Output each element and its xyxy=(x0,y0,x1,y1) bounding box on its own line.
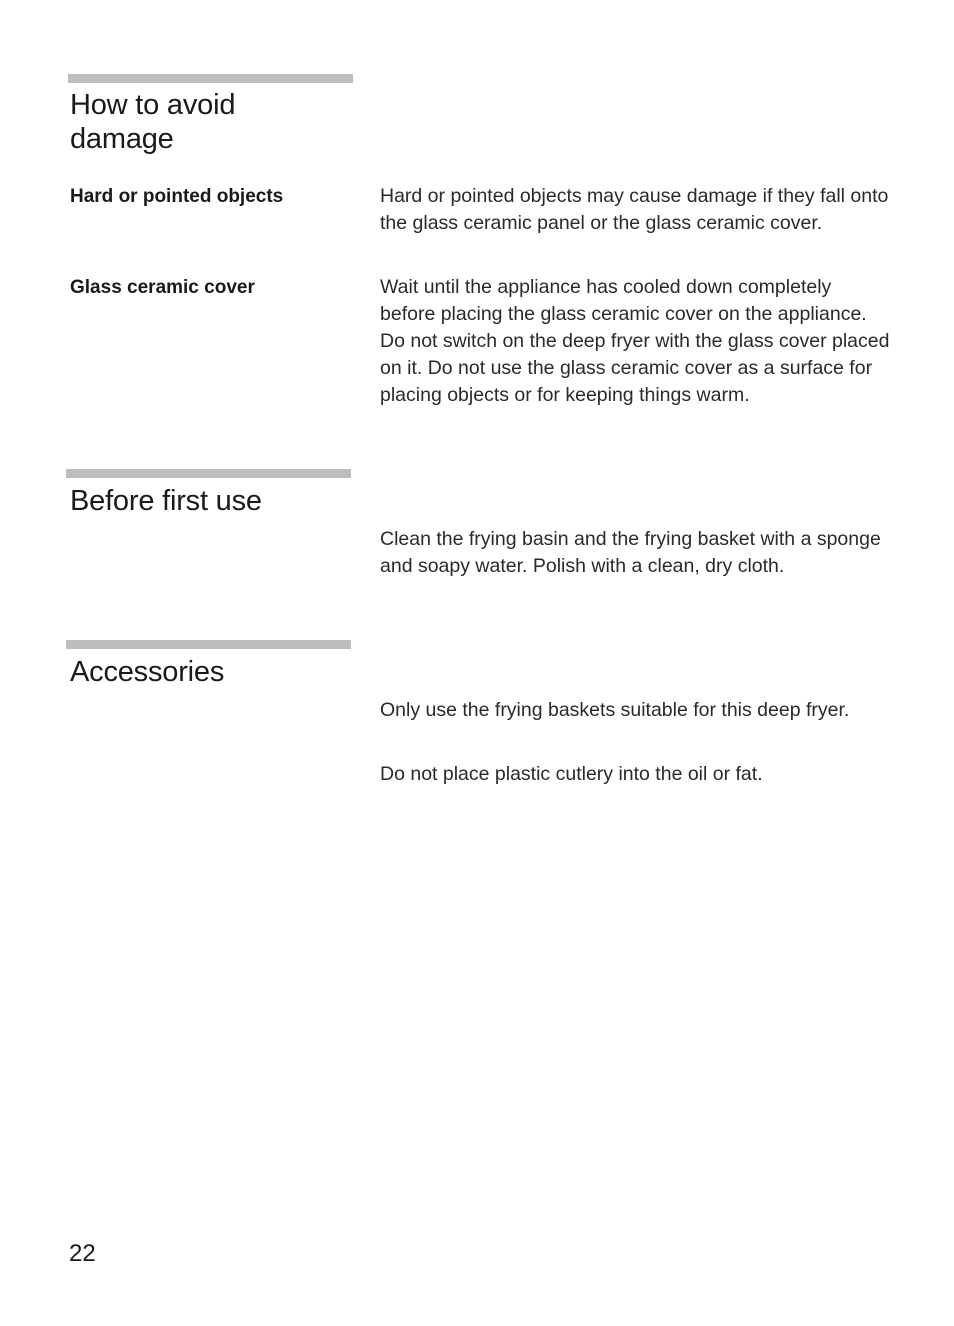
heading-line-1: How to avoid xyxy=(70,89,236,121)
section-rule-first-use xyxy=(66,469,351,478)
label-glass-ceramic-cover: Glass ceramic cover xyxy=(70,277,255,298)
text-before-first-use: Clean the frying basin and the frying basket with a sponge and soapy water. Polish with a clean, dry cloth. xyxy=(380,528,881,577)
label-hard-objects: Hard or pointed objects xyxy=(70,186,284,207)
heading-before-first-use: Before first use xyxy=(70,485,262,517)
text-hard-objects: Hard or pointed objects may cause damage if they fall onto the glass ceramic panel or the glass ceramic cover. xyxy=(380,185,889,234)
section-rule-damage xyxy=(68,74,353,83)
text-accessories-2: Do not place plastic cutlery into the oil or fat. xyxy=(380,763,763,785)
heading-how-to-avoid-damage xyxy=(70,88,235,156)
text-accessories-1: Only use the frying baskets suitable for this deep fryer. xyxy=(380,699,850,721)
heading-accessories: Accessories xyxy=(70,656,225,688)
page-number: 22 xyxy=(69,1240,96,1267)
heading-line-2: damage xyxy=(70,123,174,155)
text-glass-ceramic-cover: Wait until the appliance has cooled down completely before placing the glass ceramic cover on the appliance. Do not switch on the deep fryer with the glass cover placed on it. Do not use the glass ceramic cover as a surface for placing objects or for keeping things warm. xyxy=(380,276,890,406)
section-rule-accessories xyxy=(66,640,351,649)
